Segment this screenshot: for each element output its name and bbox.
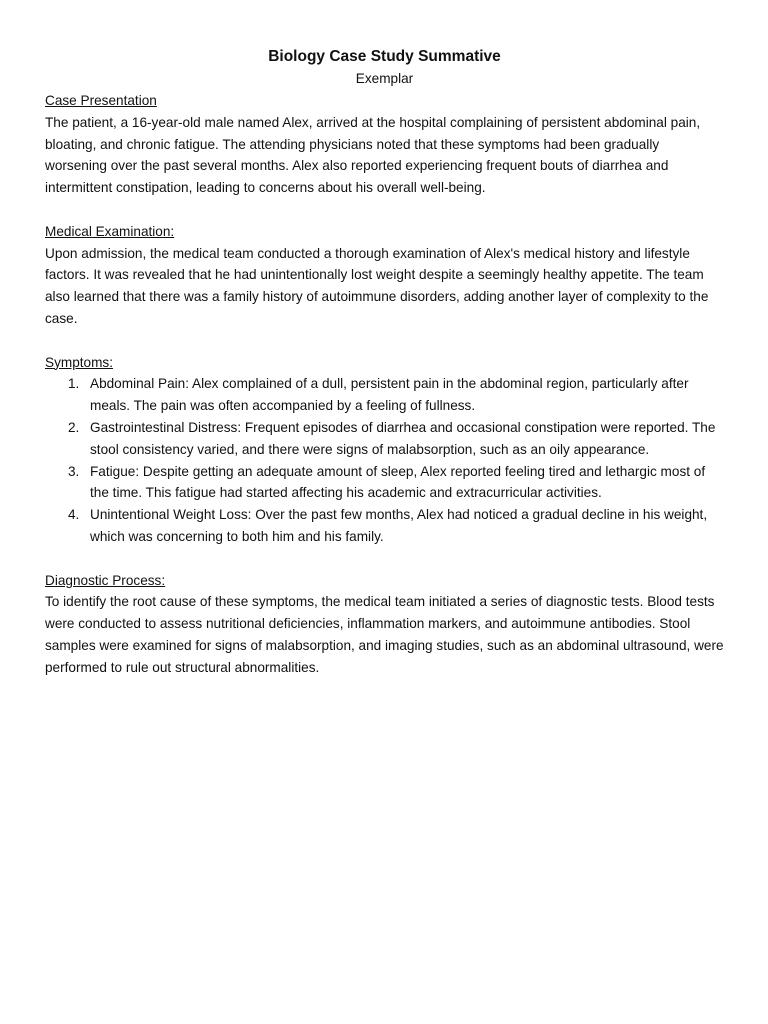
- document-title: Biology Case Study Summative: [268, 48, 501, 65]
- section-heading: Symptoms:: [45, 354, 113, 370]
- section-medical-examination: [45, 221, 724, 330]
- section-heading: Diagnostic Process:: [45, 572, 166, 588]
- list-item-number: 4.: [68, 507, 80, 523]
- list-item-text: Abdominal Pain: Alex complained of a dull, persistent pain in the abdominal region, particularly after meals. The pain was often accompanied by a feeling of fullness.: [90, 376, 689, 414]
- list-item: [68, 461, 724, 505]
- list-item: [68, 504, 724, 548]
- document-subtitle: Exemplar: [355, 71, 414, 86]
- section-symptoms: [45, 352, 724, 548]
- list-item-number: 2.: [68, 419, 80, 435]
- section-body: The patient, a 16-year-old male named Alex, arrived at the hospital complaining of persistent abdominal pain, bloating, and chronic fatigue. The attending physicians noted that these symptoms had been gradually worsening over the past several months. Alex also reported experiencing frequent bouts of diarrhea and intermittent constipation, leading to concerns about his overall well-being.: [45, 114, 701, 196]
- section-case-presentation: [45, 90, 724, 199]
- section-body: Upon admission, the medical team conducted a thorough examination of Alex's medical history and lifestyle factors. It was revealed that he had unintentionally lost weight despite a seemingly healthy appetite. The team also learned that there was a family history of autoimmune disorders, adding another layer of complexity to the case.: [45, 245, 709, 326]
- list-item: [68, 373, 724, 417]
- list-item-text: Unintentional Weight Loss: Over the past few months, Alex had noticed a gradual decline in his weight, which was concerning to both him and his family.: [90, 507, 708, 544]
- section-diagnostic-process: [45, 570, 724, 679]
- symptom-list: [45, 373, 724, 547]
- list-item-number: 1.: [68, 376, 80, 392]
- list-item-text: Fatigue: Despite getting an adequate amount of sleep, Alex reported feeling tired and lethargic most of the time. This fatigue had started affecting his academic and extracurricular activities.: [90, 463, 706, 501]
- list-item-text: Gastrointestinal Distress: Frequent episodes of diarrhea and occasional constipation were reported. The stool consistency varied, and there were signs of malabsorption, such as an oily appearance.: [90, 419, 716, 457]
- section-body: To identify the root cause of these symptoms, the medical team initiated a series of diagnostic tests. Blood tests were conducted to assess nutritional deficiencies, inflammation markers, and autoimmune antibodies. Stool samples were examined for signs of malabsorption, and imaging studies, such as an abdominal ultrasound, were performed to rule out structural abnormalities.: [45, 594, 724, 675]
- list-item: [68, 417, 724, 461]
- list-item-number: 3.: [68, 463, 80, 479]
- section-heading: Case Presentation: [45, 93, 157, 108]
- section-heading: Medical Examination:: [45, 223, 175, 239]
